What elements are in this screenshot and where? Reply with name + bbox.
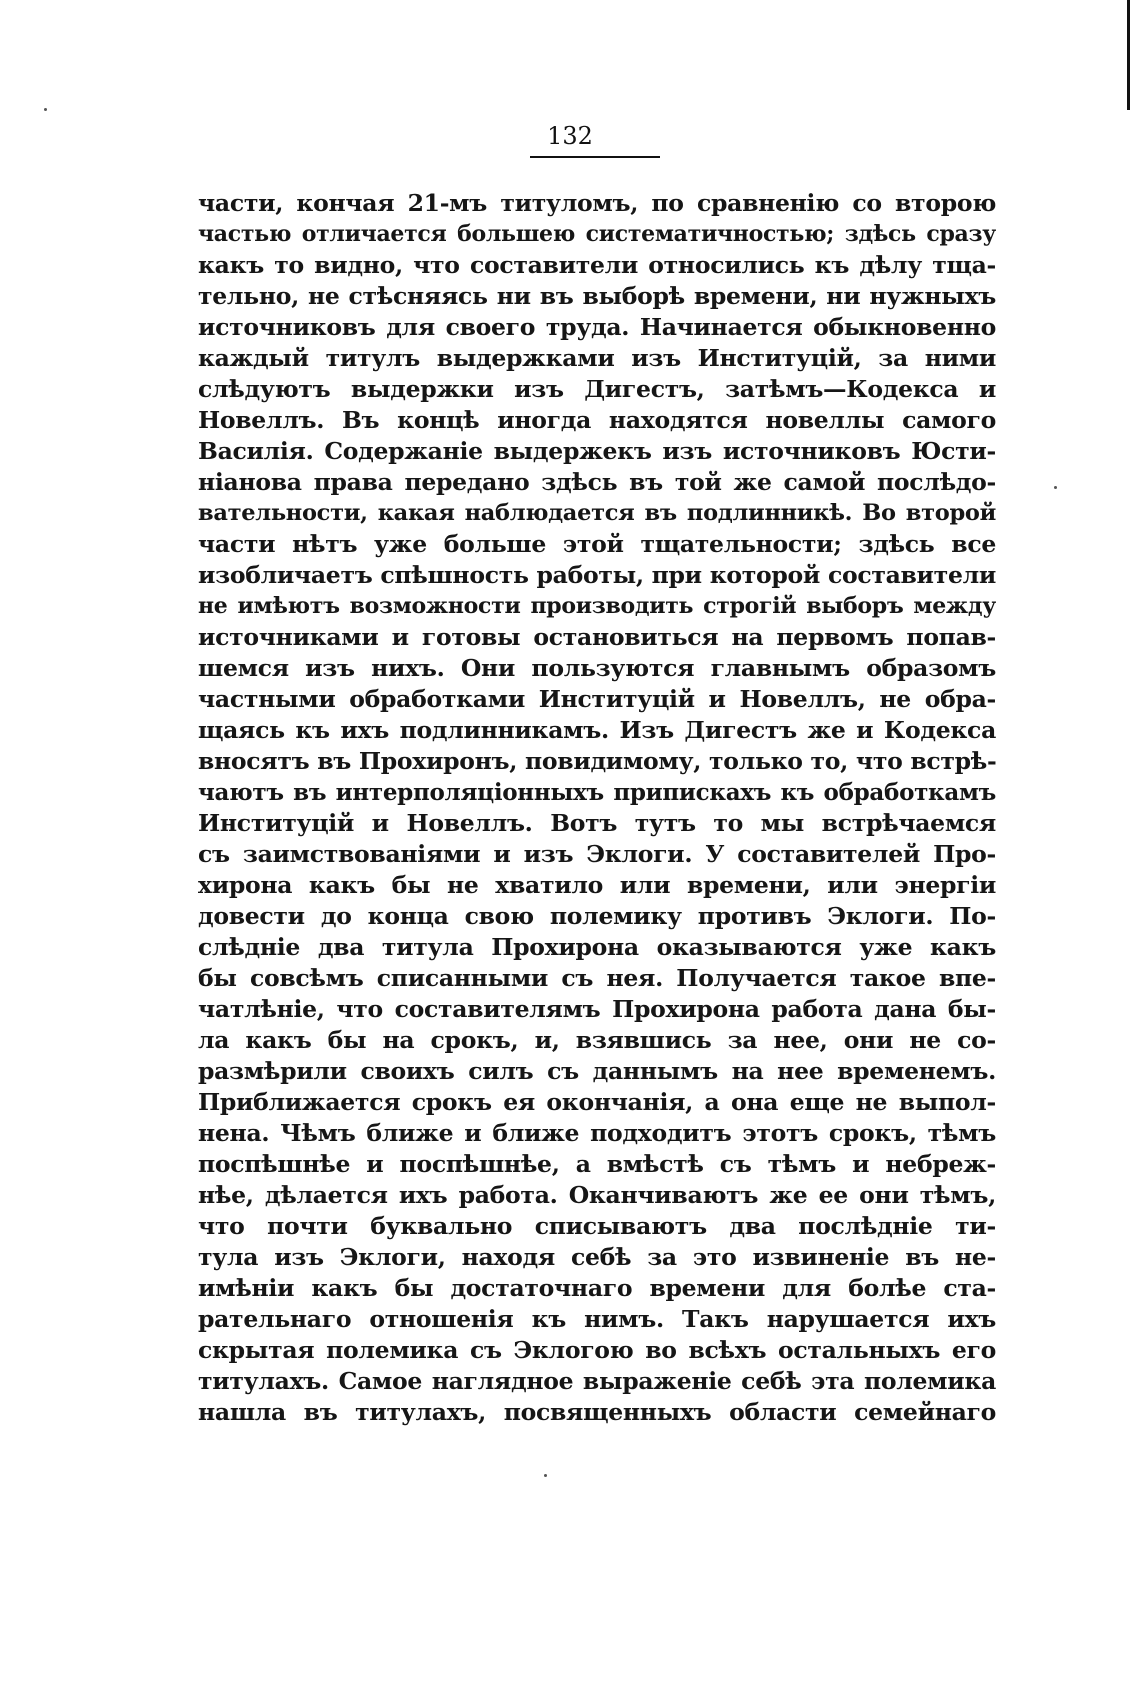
text-line: ніанова права передано здѣсь въ той же самой послѣдо- bbox=[198, 468, 996, 496]
text-line: слѣдніе два титула Прохирона оказываются уже какъ bbox=[198, 933, 996, 961]
text-line: источниками и готовы остановиться на первомъ попав- bbox=[198, 623, 996, 651]
text-line: частью отличается большею систематичностью; здѣсь сразу bbox=[198, 221, 996, 247]
scan-speck bbox=[1054, 486, 1057, 489]
text-line: вательности, какая наблюдается въ подлинникѣ. Во второй bbox=[198, 500, 996, 526]
text-line: части нѣтъ уже больше этой тщательности; здѣсь все bbox=[198, 530, 996, 558]
scan-speck bbox=[544, 1474, 547, 1477]
text-line: ла какъ бы на срокъ, и, взявшись за нее, они не со- bbox=[198, 1026, 996, 1054]
page-number: 132 bbox=[547, 122, 593, 150]
text-line: Василія. Содержаніе выдержекъ изъ источниковъ Юсти- bbox=[198, 437, 996, 465]
text-line: поспѣшнѣе и поспѣшнѣе, а вмѣстѣ съ тѣмъ и небреж- bbox=[198, 1150, 996, 1178]
text-line: хирона какъ бы не хватило или времени, или энергіи bbox=[198, 871, 996, 899]
text-line: нашла въ титулахъ, посвященныхъ области семейнаго bbox=[198, 1398, 996, 1426]
text-line: тула изъ Эклоги, находя себѣ за это извиненіе въ не- bbox=[198, 1243, 996, 1271]
text-line: изобличаетъ спѣшность работы, при которой составители bbox=[198, 561, 996, 589]
text-line: частными обработками Институцій и Новеллъ, не обра- bbox=[198, 685, 996, 713]
text-line: тельно, не стѣсняясь ни въ выборѣ времени, ни нужныхъ bbox=[198, 282, 996, 310]
scan-speck bbox=[44, 108, 47, 111]
body-text bbox=[198, 188, 996, 1428]
text-line: Институцій и Новеллъ. Вотъ тутъ то мы встрѣчаемся bbox=[198, 809, 996, 837]
text-line: рательнаго отношенія къ нимъ. Такъ нарушается ихъ bbox=[198, 1305, 996, 1333]
text-line: щаясь къ ихъ подлинникамъ. Изъ Дигестъ же и Кодекса bbox=[198, 716, 996, 744]
text-line: что почти буквально списываютъ два послѣдніе ти- bbox=[198, 1212, 996, 1240]
text-line: бы совсѣмъ списанными съ нея. Получается такое впе- bbox=[198, 964, 996, 992]
text-line: размѣрили своихъ силъ съ даннымъ на нее временемъ. bbox=[198, 1057, 996, 1085]
text-line: съ заимствованіями и изъ Эклоги. У составителей Про- bbox=[198, 840, 996, 868]
text-line: скрытая полемика съ Эклогою во всѣхъ остальныхъ его bbox=[198, 1336, 996, 1364]
text-line: титулахъ. Самое наглядное выраженіе себѣ эта полемика bbox=[198, 1367, 996, 1395]
text-line: имѣніи какъ бы достаточнаго времени для болѣе ста- bbox=[198, 1274, 996, 1302]
text-line: части, кончая 21-мъ титуломъ, по сравненію со второю bbox=[198, 189, 996, 217]
text-line: нена. Чѣмъ ближе и ближе подходитъ этотъ срокъ, тѣмъ bbox=[198, 1119, 996, 1147]
scan-edge-mark bbox=[1127, 0, 1130, 110]
text-line: довести до конца свою полемику противъ Эклоги. По- bbox=[198, 902, 996, 930]
text-line: нѣе, дѣлается ихъ работа. Оканчиваютъ же ее они тѣмъ, bbox=[198, 1181, 996, 1209]
text-line: Новеллъ. Въ концѣ иногда находятся новеллы самого bbox=[198, 406, 996, 434]
text-line: вносятъ въ Прохиронъ, повидимому, только то, что встрѣ- bbox=[198, 747, 996, 775]
text-line: не имѣютъ возможности производить строгій выборъ между bbox=[198, 593, 996, 619]
text-line: какъ то видно, что составители относились къ дѣлу тща- bbox=[198, 251, 996, 279]
page-number-rule bbox=[530, 156, 660, 158]
text-line: шемся изъ нихъ. Они пользуются главнымъ образомъ bbox=[198, 654, 996, 682]
text-line: чаютъ въ интерполяціонныхъ припискахъ къ обработкамъ bbox=[198, 779, 996, 806]
text-line: Приближается срокъ ея окончанія, а она еще не выпол- bbox=[198, 1088, 996, 1116]
text-line: каждый титулъ выдержками изъ Институцій, за ними bbox=[198, 344, 996, 372]
text-line: источниковъ для своего труда. Начинается обыкновенно bbox=[198, 313, 996, 341]
text-line: слѣдуютъ выдержки изъ Дигестъ, затѣмъ—Кодекса и bbox=[198, 375, 996, 403]
text-line: чатлѣніе, что составителямъ Прохирона работа дана бы- bbox=[198, 995, 996, 1023]
